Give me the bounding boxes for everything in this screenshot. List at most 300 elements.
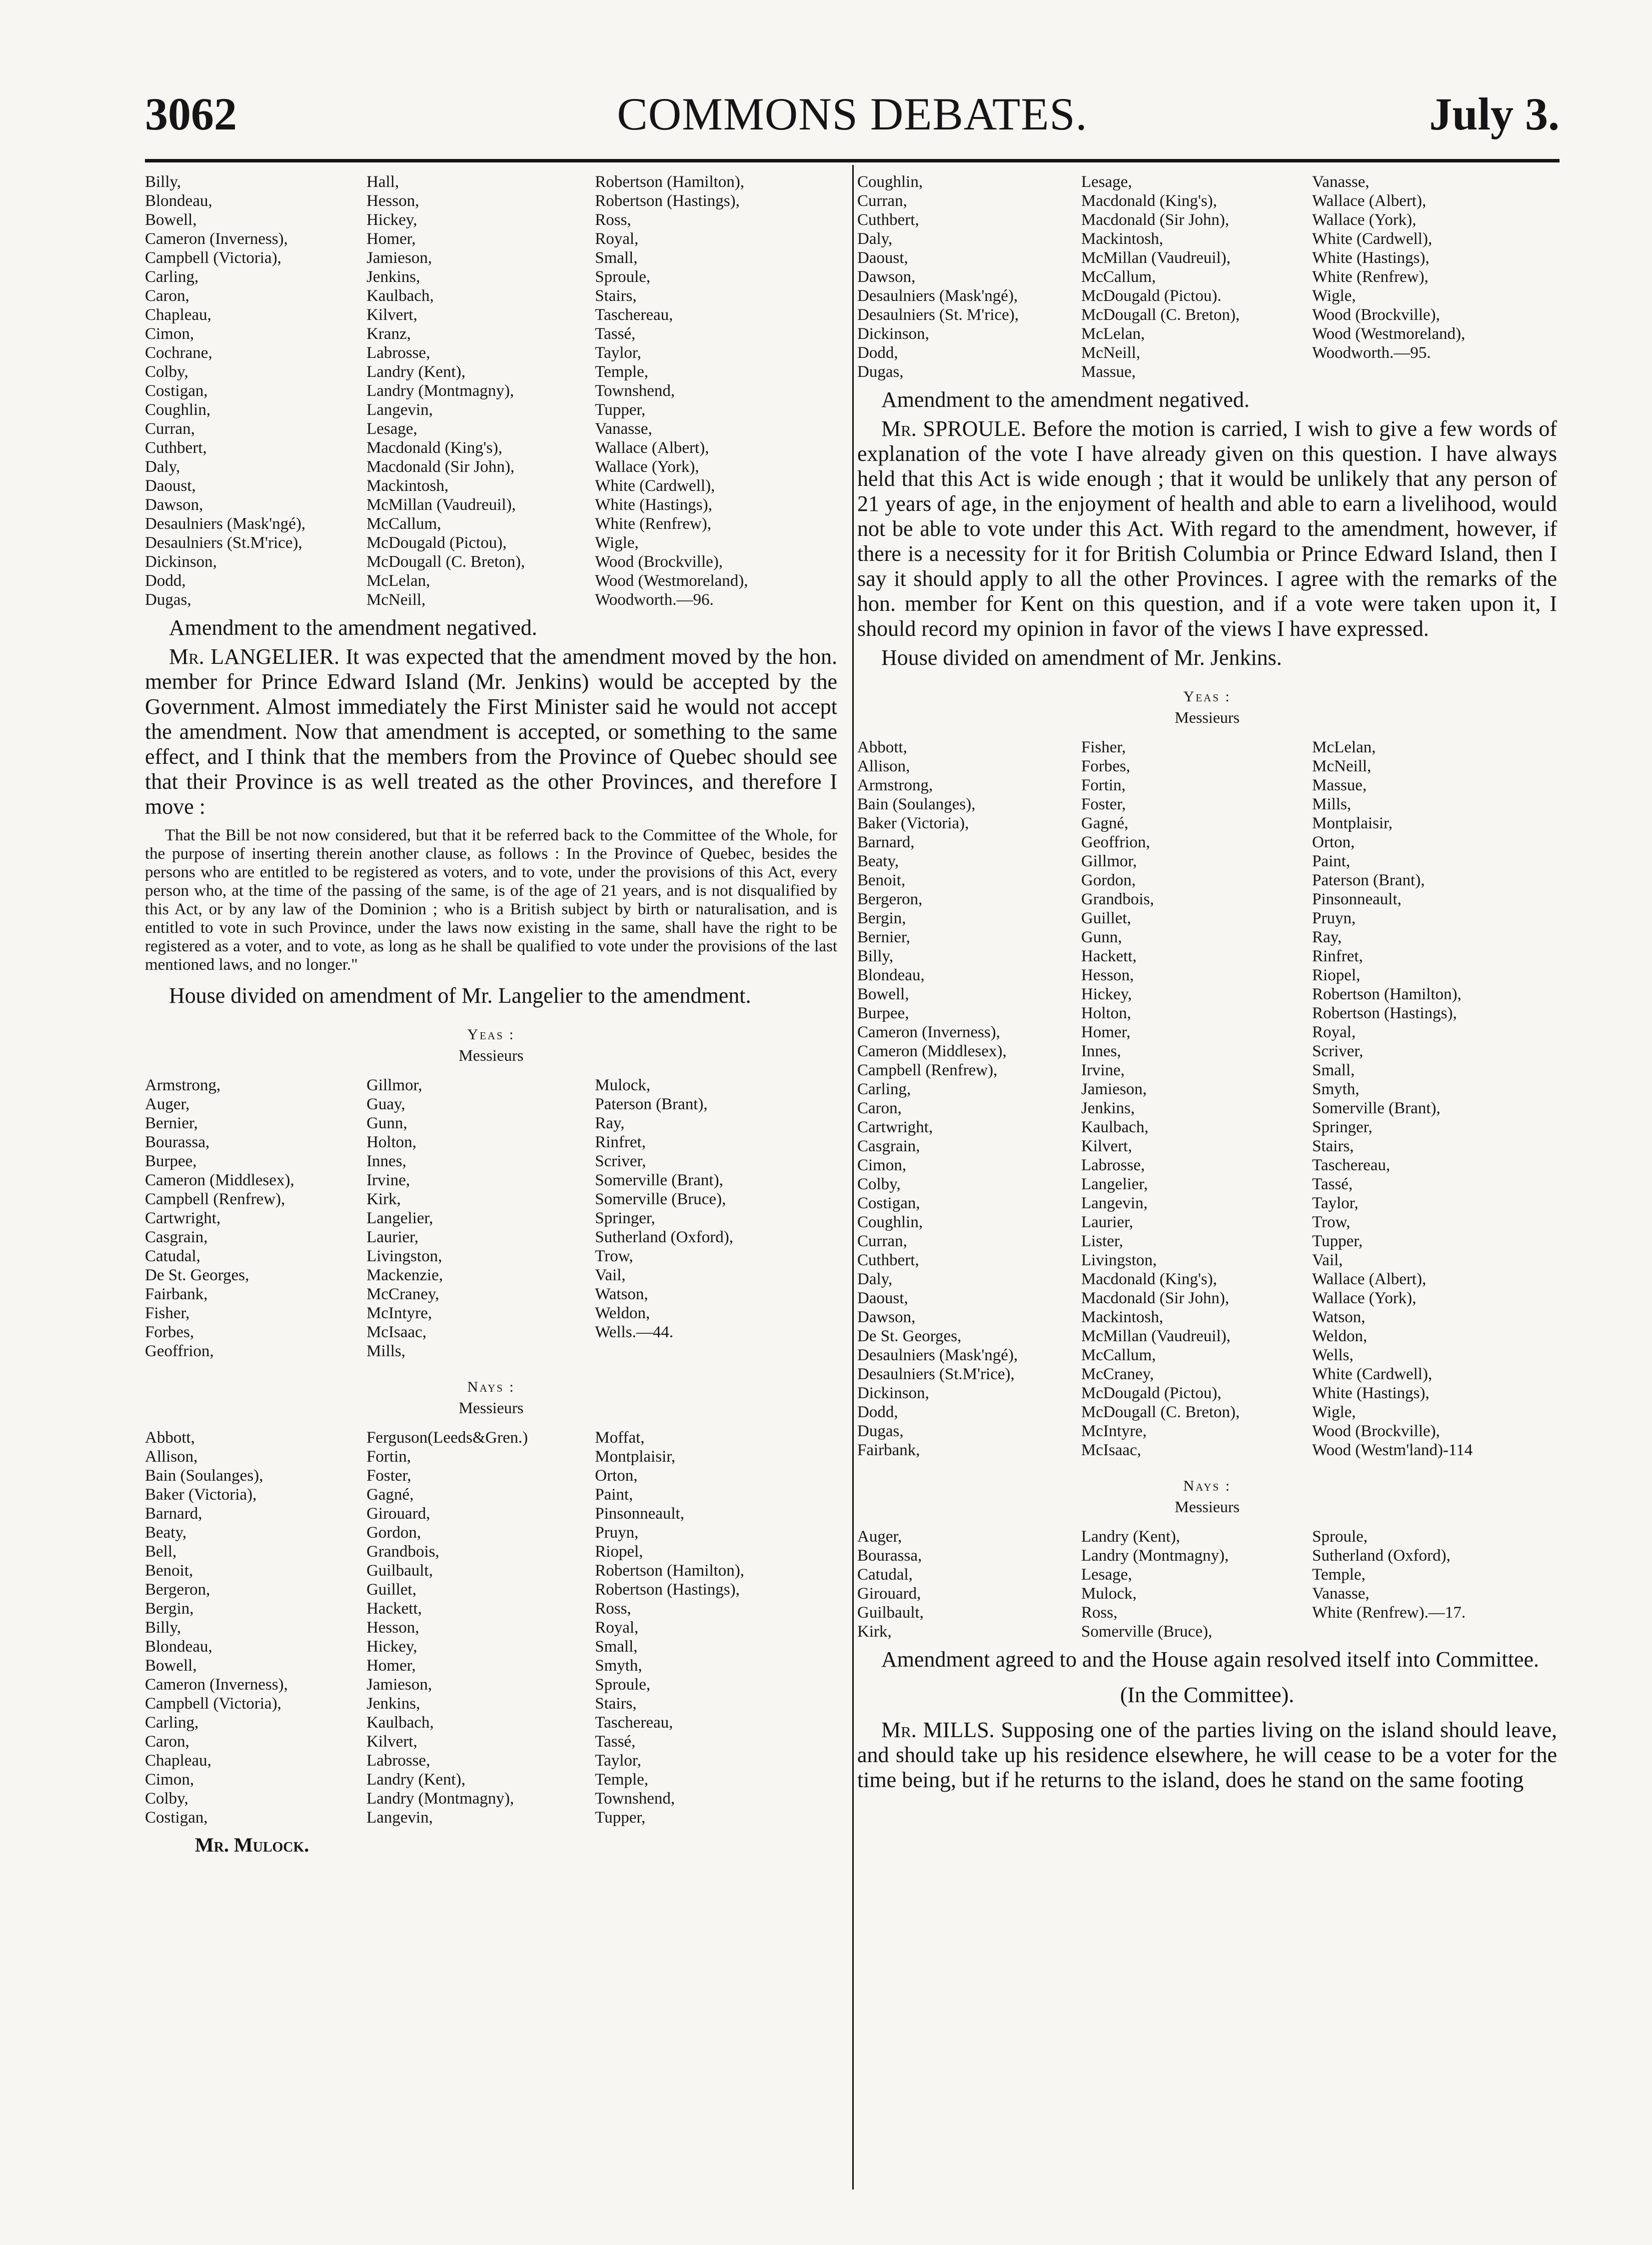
member-name: Wells, xyxy=(1312,1346,1354,1364)
name-column xyxy=(1312,172,1557,381)
member-name: Macdonald (Sir John), xyxy=(366,458,515,476)
motion-text: That the Bill be not now considered, but that it be referred back to the Committee of the Whole, for the purpose of inserting therein another clause, as follows : In the Province of Quebec, besides the persons who are entitled to be registered as voters, and to vote, under the provisions of this Act, every person who, at the time of the passing of the same, is of the age of 21 years, and is not disqualified by this Act, or by any law of the Dominion ; who is a British subject by birth or naturalisation, and is entitled to vote in such Province, under the laws now existing in the same, shall have the right to be registered as a voter, and to vote, as long as he shall be qualified to vote under the provisions of the last mentioned laws, and no longer." xyxy=(145,826,837,974)
member-name: Rinfret, xyxy=(595,1133,646,1151)
member-name: McNeill, xyxy=(366,591,426,609)
member-name: Kilvert, xyxy=(366,306,417,324)
member-name: Desaulniers (Mask'ngé), xyxy=(857,287,1018,305)
member-name: Vanasse, xyxy=(1312,173,1370,191)
member-name: Vanasse, xyxy=(1312,1585,1370,1603)
member-name: Wallace (Albert), xyxy=(1312,192,1427,210)
member-name: Landry (Montmagny), xyxy=(366,1790,514,1808)
member-name: McIsaac, xyxy=(366,1323,427,1341)
member-name: Blondeau, xyxy=(857,966,925,984)
member-name: Jenkins, xyxy=(366,268,420,286)
member-name: Labrosse, xyxy=(366,1752,430,1770)
member-name: Scriver, xyxy=(595,1152,646,1170)
member-name: Bernier, xyxy=(145,1114,198,1132)
member-name: Curran, xyxy=(857,1232,907,1250)
member-name: Cuthbert, xyxy=(857,211,919,229)
member-name: Chapleau, xyxy=(145,306,211,324)
member-name: McIntyre, xyxy=(366,1304,432,1322)
member-name: Desaulniers (Mask'ngé), xyxy=(145,515,306,533)
messieurs-label: Messieurs xyxy=(1175,1498,1240,1516)
member-name: Ray, xyxy=(595,1114,625,1132)
member-name: Dickinson, xyxy=(857,1384,929,1402)
member-name: Caron, xyxy=(145,1733,189,1751)
member-name: Mills, xyxy=(366,1342,406,1360)
member-name: Orton, xyxy=(595,1467,638,1485)
member-name: Hickey, xyxy=(1081,985,1132,1003)
member-name: Wood (Brockville), xyxy=(595,553,723,571)
member-name: Colby, xyxy=(145,363,188,381)
member-name: Ferguson(Leeds&Gren.) xyxy=(366,1429,528,1447)
member-name: Bergeron, xyxy=(145,1581,210,1599)
member-name: Massue, xyxy=(1081,363,1136,381)
member-name: Campbell (Victoria), xyxy=(145,1695,281,1713)
member-name: Laurier, xyxy=(1081,1213,1134,1231)
member-name: Tupper, xyxy=(1312,1232,1363,1250)
member-name: Jenkins, xyxy=(366,1695,420,1713)
member-name: Pruyn, xyxy=(1312,909,1356,927)
member-name: Taschereau, xyxy=(595,1714,673,1732)
member-name: Pinsonneault, xyxy=(595,1505,684,1523)
member-name: McCallum, xyxy=(1081,268,1156,286)
member-name: Robertson (Hastings), xyxy=(595,192,740,210)
member-name: Smyth, xyxy=(595,1657,642,1675)
member-name: Tassé, xyxy=(595,1733,636,1751)
member-name: Cimon, xyxy=(145,1771,194,1789)
member-name: Langevin, xyxy=(1081,1194,1148,1212)
member-name: Mackintosh, xyxy=(366,477,449,495)
member-name: Daly, xyxy=(145,458,180,476)
name-column xyxy=(145,172,366,609)
member-name: Homer, xyxy=(1081,1023,1131,1041)
member-name: Gagné, xyxy=(1081,814,1129,832)
member-name: Daoust, xyxy=(857,1289,908,1307)
member-name: Jamieson, xyxy=(1081,1080,1147,1098)
name-column xyxy=(1081,172,1312,381)
member-name: McCraney, xyxy=(366,1285,439,1303)
member-name: White (Cardwell), xyxy=(1312,230,1433,248)
member-name: Townshend, xyxy=(595,382,675,400)
member-name: Billy, xyxy=(145,173,181,191)
member-name: White (Cardwell), xyxy=(595,477,715,495)
member-name: Ray, xyxy=(1312,928,1342,946)
name-column xyxy=(857,172,1081,381)
member-name: Mackenzie, xyxy=(366,1266,443,1284)
footer-signature: Mr. Mulock. xyxy=(195,1834,309,1856)
member-name: Royal, xyxy=(1312,1023,1356,1041)
member-name: Auger, xyxy=(857,1528,902,1546)
member-name: Carling, xyxy=(857,1080,911,1098)
name-column xyxy=(1081,1527,1312,1641)
left-column xyxy=(145,172,837,1857)
member-name: Hickey, xyxy=(366,211,417,229)
member-name: Wallace (Albert), xyxy=(1312,1270,1427,1288)
member-name: Watson, xyxy=(1312,1308,1366,1326)
member-name: Benoit, xyxy=(145,1562,193,1580)
member-name: Cochrane, xyxy=(145,344,212,362)
member-name: Robertson (Hamilton), xyxy=(595,1562,745,1580)
member-name: McLelan, xyxy=(1312,738,1376,756)
paragraph: Amendment agreed to and the House again resolved itself into Committee. xyxy=(881,1647,1539,1672)
member-name: Guillet, xyxy=(366,1581,417,1599)
member-name: Abbott, xyxy=(145,1429,195,1447)
member-name: Wells.—44. xyxy=(595,1323,674,1341)
member-name: White (Hastings), xyxy=(595,496,712,514)
member-name: Townshend, xyxy=(595,1790,675,1808)
member-name: Colby, xyxy=(857,1175,901,1193)
member-name: Labrosse, xyxy=(366,344,430,362)
name-column xyxy=(1312,738,1557,1460)
speech-paragraph xyxy=(857,1718,1557,1793)
member-name: Springer, xyxy=(1312,1118,1373,1136)
speaker-name: Mr. SPROULE. xyxy=(881,416,1027,441)
member-name: Guay, xyxy=(366,1095,405,1113)
member-name: Geoffrion, xyxy=(1081,833,1150,851)
name-column xyxy=(857,738,1081,1460)
member-name: Allison, xyxy=(145,1448,198,1466)
member-name: Wood (Westmoreland), xyxy=(1312,325,1466,343)
page-date: July 3. xyxy=(1429,88,1560,139)
member-name: Daoust, xyxy=(145,477,196,495)
member-name: Bowell, xyxy=(145,211,197,229)
member-name: Ross, xyxy=(595,1600,631,1618)
member-name: Wood (Brockville), xyxy=(1312,306,1440,324)
member-name: McLelan, xyxy=(1081,325,1145,343)
member-name: Springer, xyxy=(595,1209,655,1227)
member-name: Somerville (Brant), xyxy=(1312,1099,1441,1117)
committee-heading: (In the Committee). xyxy=(1120,1683,1295,1707)
member-name: Cameron (Inverness), xyxy=(145,1676,288,1694)
member-name: McMillan (Vaudreuil), xyxy=(1081,1327,1231,1345)
member-name: Kaulbach, xyxy=(366,1714,434,1732)
member-name: Riopel, xyxy=(1312,966,1361,984)
member-name: Macdonald (Sir John), xyxy=(1081,211,1230,229)
speech-paragraph xyxy=(857,416,1557,641)
member-name: Jamieson, xyxy=(366,249,432,267)
member-name: Dodd, xyxy=(145,572,186,590)
member-name: Vanasse, xyxy=(595,420,652,438)
member-name: Hesson, xyxy=(366,1619,419,1637)
nays-list xyxy=(857,1527,1557,1641)
member-name: McDougall (C. Breton), xyxy=(1081,306,1240,324)
member-name: Robertson (Hamilton), xyxy=(595,173,745,191)
nays-heading: Nays : xyxy=(467,1379,515,1395)
member-name: White (Hastings), xyxy=(1312,1384,1430,1402)
member-name: Moffat, xyxy=(595,1429,645,1447)
member-name: Macdonald (Sir John), xyxy=(1081,1289,1230,1307)
member-name: Taylor, xyxy=(595,1752,641,1770)
member-name: Cimon, xyxy=(145,325,194,343)
member-name: Coughlin, xyxy=(145,401,211,419)
member-name: Taschereau, xyxy=(595,306,673,324)
member-name: Laurier, xyxy=(366,1228,419,1246)
member-name: Cameron (Inverness), xyxy=(857,1023,1000,1041)
member-name: Baker (Victoria), xyxy=(857,814,969,832)
member-name: Royal, xyxy=(595,1619,639,1637)
member-name: McIsaac, xyxy=(1081,1441,1142,1459)
member-name: Fairbank, xyxy=(145,1285,208,1303)
column-rule xyxy=(852,165,854,2190)
member-name: Holton, xyxy=(366,1133,417,1151)
member-name: Langevin, xyxy=(366,1809,433,1827)
member-name: Kranz, xyxy=(366,325,411,343)
member-name: Wallace (York), xyxy=(595,458,699,476)
paragraph: House divided on amendment of Mr. Jenkins. xyxy=(881,645,1282,670)
member-name: Desaulniers (St. M'rice), xyxy=(857,306,1019,324)
member-name: Dawson, xyxy=(857,268,916,286)
member-name: Burpee, xyxy=(145,1152,197,1170)
member-name: Langelier, xyxy=(1081,1175,1148,1193)
member-name: Fortin, xyxy=(1081,776,1126,794)
member-name: Guillet, xyxy=(1081,909,1131,927)
member-name: Armstrong, xyxy=(857,776,933,794)
member-name: Kaulbach, xyxy=(1081,1118,1149,1136)
member-name: Bergin, xyxy=(145,1600,194,1618)
member-name: Coughlin, xyxy=(857,1213,923,1231)
member-name: Curran, xyxy=(857,192,907,210)
paragraph: Amendment to the amendment negatived. xyxy=(169,615,537,640)
member-name: McCallum, xyxy=(366,515,441,533)
name-column xyxy=(595,172,837,609)
member-name: White (Renfrew), xyxy=(1312,268,1429,286)
member-name: Taylor, xyxy=(595,344,641,362)
name-column xyxy=(366,1428,595,1827)
member-name: Langevin, xyxy=(366,401,433,419)
member-name: Livingston, xyxy=(366,1247,442,1265)
member-name: Hall, xyxy=(366,173,399,191)
member-name: Campbell (Renfrew), xyxy=(857,1061,998,1079)
member-name: Wigle, xyxy=(1312,287,1356,305)
member-name: Innes, xyxy=(366,1152,406,1170)
member-name: Curran, xyxy=(145,420,195,438)
member-name: Mackintosh, xyxy=(1081,1308,1164,1326)
member-name: Somerville (Brant), xyxy=(595,1171,723,1189)
member-name: Cartwright, xyxy=(145,1209,221,1227)
member-name: Stairs, xyxy=(1312,1137,1354,1155)
member-name: Blondeau, xyxy=(145,192,212,210)
member-name: McIntyre, xyxy=(1081,1422,1147,1440)
member-name: McDougall (C. Breton), xyxy=(1081,1403,1240,1421)
member-name: Wallace (York), xyxy=(1312,211,1417,229)
member-name: Dickinson, xyxy=(857,325,929,343)
member-name: Wood (Westmoreland), xyxy=(595,572,748,590)
member-name: McNeill, xyxy=(1081,344,1141,362)
member-name: Casgrain, xyxy=(857,1137,920,1155)
member-name: De St. Georges, xyxy=(145,1266,249,1284)
name-column xyxy=(595,1076,837,1361)
member-name: Vail, xyxy=(1312,1251,1343,1269)
member-name: Barnard, xyxy=(857,833,915,851)
member-name: Kirk, xyxy=(366,1190,401,1208)
member-name: Temple, xyxy=(595,363,648,381)
member-name: Woodworth.—96. xyxy=(595,591,714,609)
speech-paragraph xyxy=(145,644,837,819)
member-name: White (Cardwell), xyxy=(1312,1365,1433,1383)
member-name: Gordon, xyxy=(1081,871,1136,889)
member-name: Jenkins, xyxy=(1081,1099,1135,1117)
member-name: Macdonald (King's), xyxy=(1081,1270,1217,1288)
member-name: Dodd, xyxy=(857,344,898,362)
member-name: Campbell (Renfrew), xyxy=(145,1190,285,1208)
member-name: McNeill, xyxy=(1312,757,1372,775)
member-name: Montplaisir, xyxy=(595,1448,676,1466)
member-name: Fairbank, xyxy=(857,1441,920,1459)
speech-text: It was expected that the amendment moved by the hon. member for Prince Edward Island (Mr. Jenkins) would be accepted by the Government. Almost immediately the First Minister said he would not accept the amendment. Now that amendment is accepted, or something to the same effect, and I think that the members from the Province of Quebec should see that their Province is as well treated as the other Provinces, and therefore I move : xyxy=(145,644,837,819)
name-column xyxy=(1081,738,1312,1460)
member-name: McCallum, xyxy=(1081,1346,1156,1364)
member-name: Gunn, xyxy=(1081,928,1122,946)
member-name: Holton, xyxy=(1081,1004,1131,1022)
member-name: Dickinson, xyxy=(145,553,217,571)
member-name: White (Renfrew).—17. xyxy=(1312,1604,1466,1622)
member-name: Stairs, xyxy=(595,287,637,305)
member-name: Caron, xyxy=(145,287,189,305)
member-name: Temple, xyxy=(1312,1566,1366,1584)
member-name: Kilvert, xyxy=(366,1733,417,1751)
member-name: Wood (Brockville), xyxy=(1312,1422,1440,1440)
member-name: Wallace (Albert), xyxy=(595,439,709,457)
member-name: Caron, xyxy=(857,1099,902,1117)
member-name: Trow, xyxy=(1312,1213,1351,1231)
member-name: Dawson, xyxy=(145,496,203,514)
paragraph: Amendment to the amendment negatived. xyxy=(881,387,1250,412)
paragraph: House divided on amendment of Mr. Langelier to the amendment. xyxy=(169,983,751,1008)
page-header xyxy=(145,87,1560,162)
member-name: Guilbault, xyxy=(857,1604,924,1622)
member-name: Small, xyxy=(595,249,638,267)
header-rule xyxy=(145,159,1560,162)
member-name: Carling, xyxy=(145,268,199,286)
speech-text: Supposing one of the parties living on the island should leave, and should take up his residence elsewhere, he will cease to be a voter for the time being, but if he returns to the island, does he stand on the same footing xyxy=(857,1718,1557,1792)
member-name: McDougald (Pictou). xyxy=(1081,287,1222,305)
member-name: Scriver, xyxy=(1312,1042,1364,1060)
member-name: McLelan, xyxy=(366,572,430,590)
yeas-heading: Yeas : xyxy=(1183,688,1231,705)
member-name: Cameron (Middlesex), xyxy=(145,1171,294,1189)
member-name: Blondeau, xyxy=(145,1638,212,1656)
member-name: Girouard, xyxy=(366,1505,430,1523)
name-column xyxy=(366,1076,595,1361)
member-name: Hickey, xyxy=(366,1638,417,1656)
name-column xyxy=(366,172,595,609)
member-name: Irvine, xyxy=(1081,1061,1125,1079)
member-name: Geoffrion, xyxy=(145,1342,214,1360)
member-name: Grandbois, xyxy=(1081,890,1154,908)
member-name: Mulock, xyxy=(595,1076,651,1094)
member-name: Somerville (Bruce), xyxy=(595,1190,726,1208)
member-name: Homer, xyxy=(366,1657,416,1675)
member-name: Royal, xyxy=(595,230,639,248)
member-name: Cuthbert, xyxy=(145,439,207,457)
member-name: Bell, xyxy=(145,1543,177,1561)
member-name: Stairs, xyxy=(595,1695,637,1713)
page-number: 3062 xyxy=(145,88,237,139)
member-name: Carling, xyxy=(145,1714,199,1732)
member-name: Burpee, xyxy=(857,1004,909,1022)
division-list xyxy=(857,172,1557,381)
member-name: Cartwright, xyxy=(857,1118,933,1136)
messieurs-label: Messieurs xyxy=(458,1399,524,1417)
member-name: Lister, xyxy=(1081,1232,1123,1250)
member-name: Vail, xyxy=(595,1266,626,1284)
member-name: Bowell, xyxy=(857,985,909,1003)
member-name: Beaty, xyxy=(145,1524,187,1542)
member-name: Labrosse, xyxy=(1081,1156,1145,1174)
member-name: Tassé, xyxy=(595,325,636,343)
member-name: Fortin, xyxy=(366,1448,411,1466)
member-name: Jamieson, xyxy=(366,1676,432,1694)
member-name: Dawson, xyxy=(857,1308,916,1326)
name-column xyxy=(145,1076,366,1361)
member-name: Forbes, xyxy=(1081,757,1131,775)
member-name: McDougall (C. Breton), xyxy=(366,553,525,571)
member-name: Innes, xyxy=(1081,1042,1121,1060)
member-name: Guilbault, xyxy=(366,1562,433,1580)
member-name: Coughlin, xyxy=(857,173,923,191)
member-name: Dugas, xyxy=(857,1422,904,1440)
member-name: Woodworth.—95. xyxy=(1312,344,1431,362)
name-column xyxy=(857,1527,1081,1641)
member-name: Wallace (York), xyxy=(1312,1289,1417,1307)
member-name: Hackett, xyxy=(1081,947,1137,965)
member-name: Hesson, xyxy=(1081,966,1134,984)
member-name: Sutherland (Oxford), xyxy=(1312,1547,1451,1565)
member-name: McMillan (Vaudreuil), xyxy=(366,496,516,514)
member-name: Langelier, xyxy=(366,1209,433,1227)
yeas-heading: Yeas : xyxy=(467,1026,515,1043)
member-name: Landry (Kent), xyxy=(366,363,466,381)
member-name: Ross, xyxy=(595,211,631,229)
right-column xyxy=(857,172,1557,1797)
member-name: Daly, xyxy=(857,230,893,248)
member-name: Lesage, xyxy=(1081,173,1132,191)
member-name: Irvine, xyxy=(366,1171,410,1189)
messieurs-label: Messieurs xyxy=(458,1046,524,1064)
member-name: Forbes, xyxy=(145,1323,194,1341)
member-name: Cimon, xyxy=(857,1156,907,1174)
member-name: Macdonald (King's), xyxy=(1081,192,1217,210)
member-name: Taschereau, xyxy=(1312,1156,1391,1174)
member-name: Bourassa, xyxy=(857,1547,922,1565)
member-name: Weldon, xyxy=(1312,1327,1368,1345)
member-name: Somerville (Bruce), xyxy=(1081,1623,1213,1641)
member-name: Desaulniers (Mask'ngé), xyxy=(857,1346,1018,1364)
member-name: Fisher, xyxy=(1081,738,1126,756)
member-name: Beaty, xyxy=(857,852,899,870)
member-name: Montplaisir, xyxy=(1312,814,1393,832)
member-name: Tupper, xyxy=(595,401,646,419)
member-name: Chapleau, xyxy=(145,1752,211,1770)
member-name: Grandbois, xyxy=(366,1543,439,1561)
member-name: Small, xyxy=(595,1638,638,1656)
nays-list xyxy=(145,1428,837,1827)
member-name: Foster, xyxy=(1081,795,1126,813)
member-name: Bernier, xyxy=(857,928,910,946)
member-name: Barnard, xyxy=(145,1505,202,1523)
member-name: Bain (Soulanges), xyxy=(145,1467,263,1485)
member-name: Ross, xyxy=(1081,1604,1118,1622)
member-name: Paterson (Brant), xyxy=(1312,871,1425,889)
member-name: Gagné, xyxy=(366,1486,414,1504)
member-name: De St. Georges, xyxy=(857,1327,962,1345)
member-name: Dugas, xyxy=(857,363,904,381)
member-name: Bowell, xyxy=(145,1657,197,1675)
member-name: Armstrong, xyxy=(145,1076,221,1094)
name-column xyxy=(1312,1527,1557,1641)
member-name: McDougald (Pictou), xyxy=(1081,1384,1222,1402)
